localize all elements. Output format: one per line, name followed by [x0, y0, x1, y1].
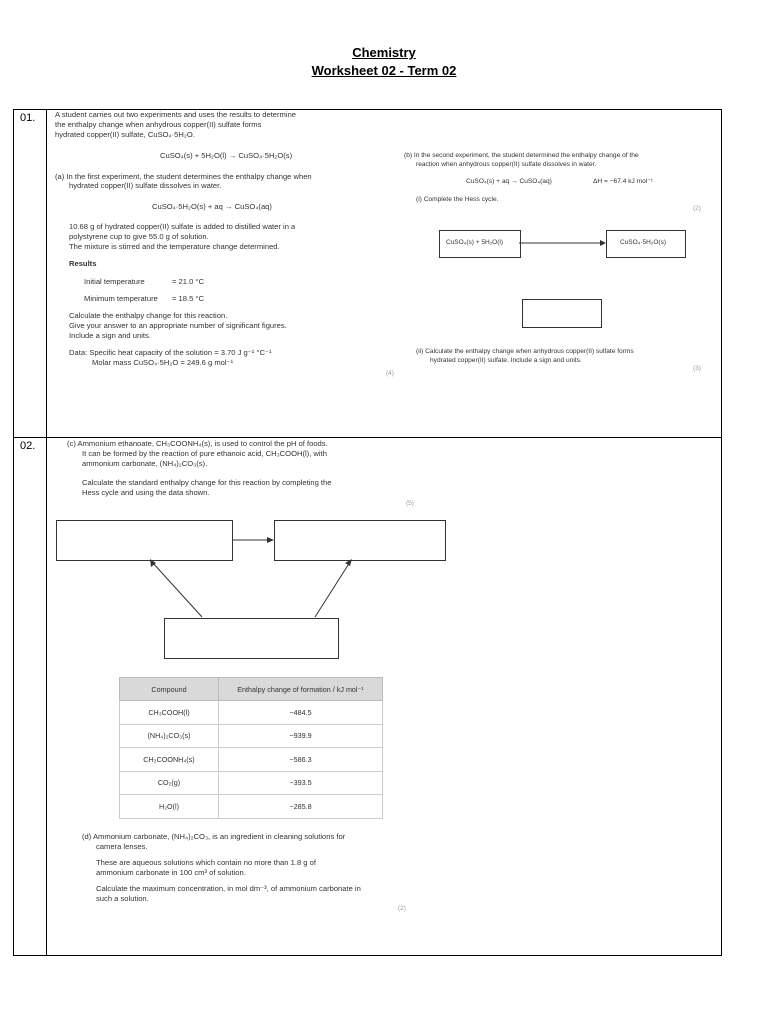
hess-arrow-icon	[519, 238, 607, 248]
column-header: Enthalpy change of formation / kJ mol⁻¹	[219, 678, 383, 701]
question-number-1: 01.	[20, 112, 36, 124]
enthalpy-data-table	[119, 677, 383, 819]
q1-mark-a: (4)	[386, 370, 394, 377]
q1-instruction-line: Give your answer to an appropriate number of significant figures.	[69, 321, 287, 330]
q1-intro-line: hydrated copper(II) sulfate, CuSO₄·5H₂O.	[55, 130, 195, 139]
hess-reactants-label: CuSO₄(s) + 5H₂O(l)	[446, 239, 504, 246]
table-row	[120, 701, 383, 725]
q2-part-d-info-line: These are aqueous solutions which contain no more than 1.8 g of	[96, 858, 316, 867]
q1-initial-temp-value: = 21.0 °C	[172, 277, 204, 286]
table-row	[120, 771, 383, 795]
worksheet-title: Chemistry	[352, 45, 416, 60]
row-divider	[13, 437, 721, 438]
table-row	[120, 724, 383, 748]
q1-procedure-line: 10.68 g of hydrated copper(II) sulfate is added to distilled water in a	[69, 222, 296, 231]
q1-instruction-line: Calculate the enthalpy change for this reaction.	[69, 311, 228, 320]
enthalpy-cell: −939.9	[219, 724, 383, 748]
q2-part-d-task-line: Calculate the maximum concentration, in mol dm⁻³, of ammonium carbonate in	[96, 884, 361, 893]
q1-intro-line: the enthalpy change when anhydrous copper(II) sulfate forms	[55, 120, 262, 129]
q1-min-temp-label: Minimum temperature	[84, 294, 158, 303]
q1-part-b-line: (b) In the second experiment, the student determined the enthalpy change of the	[404, 152, 639, 159]
column-header: Compound	[120, 678, 219, 701]
q2-part-d-line: (d) Ammonium carbonate, (NH₄)₂CO₃, is an ingredient in cleaning solutions for	[82, 832, 346, 841]
q1-procedure-line: The mixture is stirred and the temperature change determined.	[69, 242, 280, 251]
q1-part-a-line: hydrated copper(II) sulfate dissolves in water.	[69, 181, 222, 190]
compound-cell: CH₃COONH₄(s)	[120, 748, 219, 772]
table-row	[120, 748, 383, 772]
enthalpy-cell: −586.3	[219, 748, 383, 772]
q1-part-b-ii-line: (ii) Calculate the enthalpy change when anhydrous copper(II) sulfate forms	[416, 348, 634, 355]
q1-part-b-line: reaction when anhydrous copper(II) sulfate dissolves in water.	[416, 161, 597, 168]
q1-min-temp-value: = 18.5 °C	[172, 294, 204, 303]
q1-main-equation: CuSO₄(s) + 5H₂O(l) → CuSO₄·5H₂O(s)	[160, 151, 293, 160]
q2-mark-d: (2)	[398, 905, 406, 912]
compound-cell: CH₃COOH(l)	[120, 701, 219, 725]
q2-part-c-line: It can be formed by the reaction of pure ethanoic acid, CH₃COOH(l), with	[82, 449, 327, 458]
q2-mark-c: (5)	[406, 500, 414, 507]
q1-data-line: Molar mass CuSO₄·5H₂O = 249.6 g mol⁻¹	[92, 358, 234, 367]
enthalpy-cell: −285.8	[219, 795, 383, 819]
worksheet-subtitle: Worksheet 02 - Term 02	[311, 63, 457, 78]
hess-box-intermediate-answer[interactable]	[522, 299, 602, 328]
hess-product-label: CuSO₄·5H₂O(s)	[620, 239, 666, 246]
q1-equation-b: CuSO₄(s) + aq → CuSO₄(aq)	[466, 178, 552, 185]
q1-instruction-line: Include a sign and units.	[69, 331, 151, 340]
compound-cell: (NH₄)₂CO₃(s)	[120, 724, 219, 748]
q1-initial-temp-label: Initial temperature	[84, 277, 145, 286]
compound-cell: CO₂(g)	[120, 771, 219, 795]
enthalpy-cell: −484.5	[219, 701, 383, 725]
enthalpy-cell: −393.5	[219, 771, 383, 795]
table-header-row	[120, 678, 383, 701]
table-row	[120, 795, 383, 819]
question-number-2: 02.	[20, 440, 36, 452]
q1-part-b-i: (i) Complete the Hess cycle.	[416, 196, 499, 203]
q1-intro-line: A student carries out two experiments and uses the results to determine	[55, 110, 297, 119]
q1-data-line: Data: Specific heat capacity of the solution = 3.70 J g⁻¹ °C⁻¹	[69, 348, 272, 357]
compound-cell: H₂O(l)	[120, 795, 219, 819]
q2-part-d-task-line: such a solution.	[96, 894, 149, 903]
q1-part-b-ii-line: hydrated copper(II) sulfate. Include a sign and units.	[430, 357, 582, 364]
q1-mark-b-ii: (3)	[693, 365, 701, 372]
q1-equation-a: CuSO₄·5H₂O(s) + aq → CuSO₄(aq)	[152, 202, 272, 211]
q2-part-d-info-line: ammonium carbonate in 100 cm³ of solution.	[96, 868, 246, 877]
q2-part-c-line: (c) Ammonium ethanoate, CH₃COONH₄(s), is used to control the pH of foods.	[67, 439, 328, 448]
q2-part-c-line: ammonium carbonate, (NH₄)₂CO₃(s).	[82, 459, 208, 468]
q1-equation-b-dh: ΔH = −67.4 kJ mol⁻¹	[593, 178, 653, 185]
q1-mark-b-i: (2)	[693, 205, 701, 212]
q2-part-c-task-line: Calculate the standard enthalpy change for this reaction by completing the	[82, 478, 332, 487]
number-column-divider	[46, 109, 47, 955]
q1-results-heading: Results	[69, 259, 97, 268]
q2-part-d-line: camera lenses.	[96, 842, 148, 851]
q1-part-a-line: (a) In the first experiment, the student determines the enthalpy change when	[55, 172, 312, 181]
hess-c-arrows-icon	[140, 530, 370, 625]
q1-procedure-line: polystyrene cup to give 55.0 g of solution.	[69, 232, 209, 241]
q2-part-c-task-line: Hess cycle and using the data shown.	[82, 488, 210, 497]
